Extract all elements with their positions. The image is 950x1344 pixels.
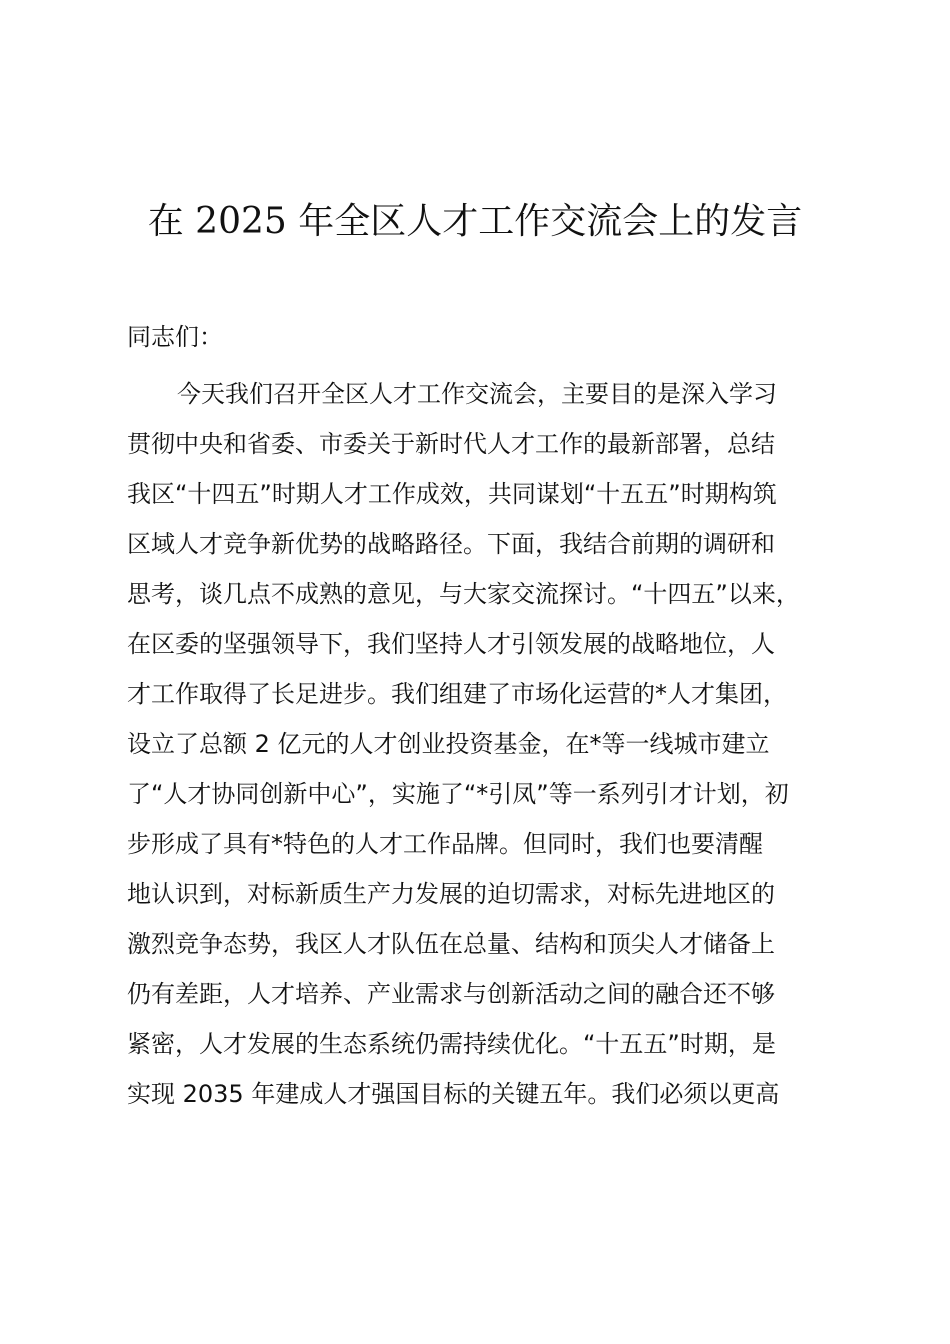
document-title: 在 2025 年全区人才工作交流会上的发言 bbox=[147, 201, 803, 242]
salutation: 同志们： bbox=[127, 323, 223, 351]
paragraph-line: 在区委的坚强领导下，我们坚持人才引领发展的战略地位，人 bbox=[127, 630, 775, 658]
paragraph-line: 设立了总额 2 亿元的人才创业投资基金，在*等一线城市建立 bbox=[127, 730, 770, 758]
paragraph-line: 地认识到，对标新质生产力发展的迫切需求，对标先进地区的 bbox=[127, 880, 775, 908]
paragraph-line: 今天我们召开全区人才工作交流会，主要目的是深入学习 bbox=[177, 380, 777, 408]
paragraph-line: 思考，谈几点不成熟的意见，与大家交流探讨。“十四五”以来， bbox=[127, 580, 800, 608]
paragraph-line: 激烈竞争态势，我区人才队伍在总量、结构和顶尖人才储备上 bbox=[127, 930, 775, 958]
paragraph-line: 步形成了具有*特色的人才工作品牌。但同时，我们也要清醒 bbox=[127, 830, 763, 858]
paragraph-line: 贯彻中央和省委、市委关于新时代人才工作的最新部署，总结 bbox=[127, 430, 775, 458]
paragraph-line: 才工作取得了长足进步。我们组建了市场化运营的*人才集团， bbox=[127, 680, 787, 708]
paragraph-line: 仍有差距，人才培养、产业需求与创新活动之间的融合还不够 bbox=[127, 980, 775, 1008]
paragraph-line: 我区“十四五”时期人才工作成效，共同谋划“十五五”时期构筑 bbox=[127, 480, 777, 508]
paragraph-line: 紧密，人才发展的生态系统仍需持续优化。“十五五”时期，是 bbox=[127, 1030, 776, 1058]
paragraph-line: 了“人才协同创新中心”，实施了“*引凤”等一系列引才计划，初 bbox=[127, 780, 789, 808]
paragraph-line: 实现 2035 年建成人才强国目标的关键五年。我们必须以更高 bbox=[127, 1080, 780, 1108]
paragraph-line: 区域人才竞争新优势的战略路径。下面，我结合前期的调研和 bbox=[127, 530, 775, 558]
